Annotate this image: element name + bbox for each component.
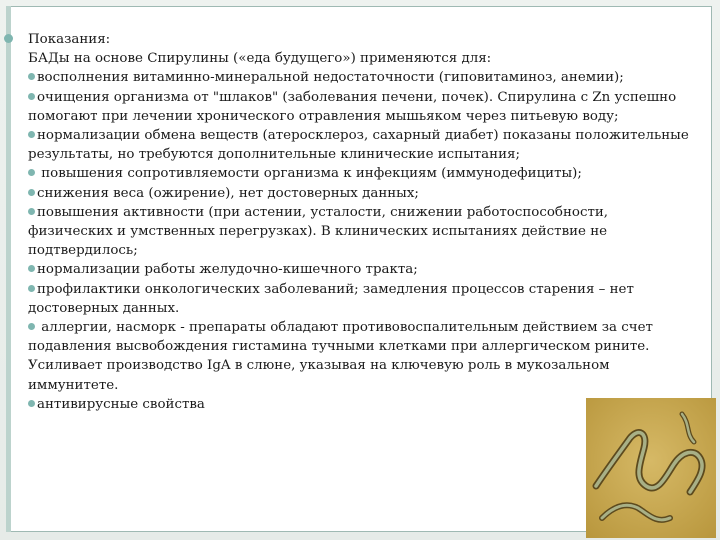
list-item xyxy=(28,184,693,203)
list-item-text: очищения организма от "шлаков" (заболевания печени, почек). Спирулина с Zn успешно помогают при лечении хронического отравления мышьяком через питьевую воду; xyxy=(28,89,677,124)
slide-left-rule xyxy=(6,6,11,532)
list-item-text: аллергии, насморк - препараты обладают противовоспалительным действием за счет подавления высвобождения гистамина тучными клетками при аллергическом рините. Усиливает производство IgA в слюне, указывая на ключевую роль в мукозальном иммунитете. xyxy=(28,320,653,393)
slide-heading: Показания: xyxy=(28,32,111,47)
slide-intro: БАДы на основе Спирулины («еда будущего») применяются для: xyxy=(28,51,492,67)
bullet-icon xyxy=(28,285,35,292)
bullet-icon xyxy=(28,169,35,176)
bullet-icon xyxy=(28,93,35,100)
slide-content xyxy=(28,30,693,414)
list-item-text: восполнения витаминно-минеральной недостаточности (гиповитаминоз, анемии); xyxy=(37,70,624,86)
list-item-text: нормализации работы желудочно-кишечного тракта; xyxy=(37,262,418,278)
list-item-text: нормализации обмена веществ (атеросклероз, сахарный диабет) показаны положительные результаты, но требуются дополнительные клинические испытания; xyxy=(28,128,689,163)
heading-row xyxy=(28,30,693,49)
list-item xyxy=(28,164,693,183)
list-item xyxy=(28,203,693,261)
bullet-icon xyxy=(28,208,35,215)
list-item-text: снижения веса (ожирение), нет достоверных данных; xyxy=(37,185,419,201)
list-item xyxy=(28,68,693,87)
list-item xyxy=(28,88,693,126)
list-item xyxy=(28,260,693,279)
bullet-icon xyxy=(28,400,35,407)
bullet-icon xyxy=(28,189,35,196)
list-item-text: антивирусные свойства xyxy=(37,396,205,412)
spirulina-image xyxy=(586,398,716,538)
list-item-text: профилактики онкологических заболеваний; замедления процессов старения – нет достоверных данных. xyxy=(28,281,634,316)
list-item xyxy=(28,126,693,164)
bullet-icon xyxy=(28,131,35,138)
bullet-icon xyxy=(28,265,35,272)
list-item-text: повышения активности (при астении, усталости, снижении работоспособности, физических и умственных перегрузках). В клинических испытаниях действие не подтвердилось; xyxy=(28,204,609,259)
list-item xyxy=(28,280,693,318)
bullet-icon xyxy=(28,323,35,330)
bullet-icon xyxy=(28,73,35,80)
list-item xyxy=(28,318,693,395)
list-item-text: повышения сопротивляемости организма к инфекциям (иммунодефициты); xyxy=(37,166,582,182)
spirulina-photo xyxy=(586,398,716,538)
title-bullet-icon xyxy=(4,34,13,43)
